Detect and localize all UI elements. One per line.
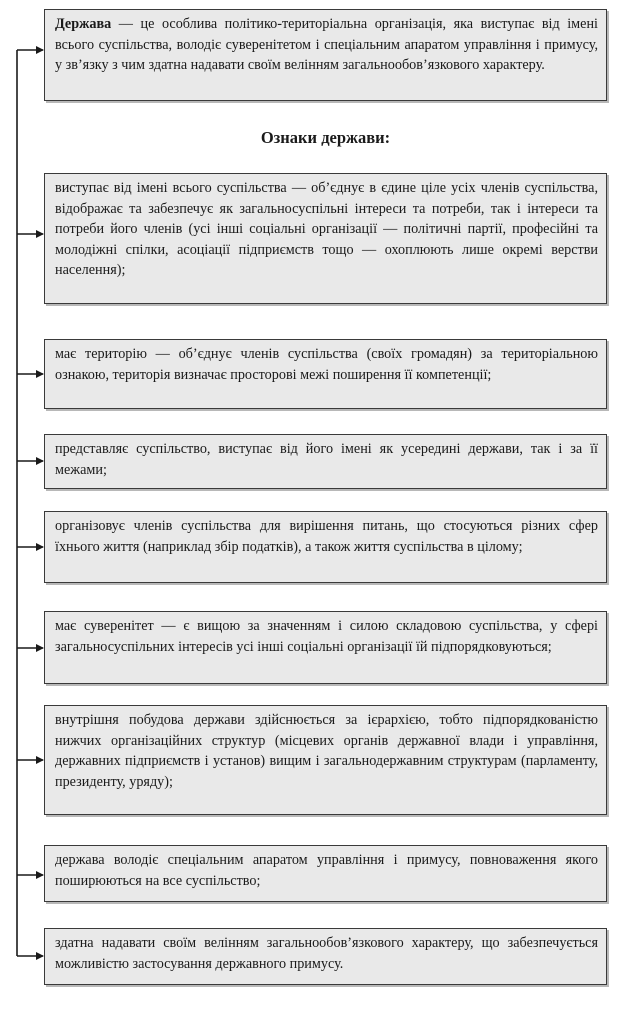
feature-box-4: [44, 511, 607, 583]
feature-text-7: держава володіє спеціальним апаратом управління і примусу, повноваження якого поширюються на все суспільство;: [55, 852, 598, 889]
feature-text-8: здатна надавати своїм велінням загальнообов’язкового характеру, що забезпечується можливістю застосування державного примусу.: [55, 935, 598, 972]
definition-box: [44, 9, 607, 101]
feature-box-7: [44, 845, 607, 902]
feature-box-3: [44, 434, 607, 489]
feature-box-2: [44, 339, 607, 409]
feature-text-4: організовує членів суспільства для вирішення питань, що стосуються різних сфер їхнього життя (наприклад збір податків), а також життя суспільства в цілому;: [55, 518, 598, 555]
definition-text: — це особлива політико-територіальна організація, яка виступає від імені всього суспільства, володіє суверенітетом і спеціальним апаратом управління і примусу, у зв’язку з чим здатна надавати своїм велінням загальнообов’язкового характеру.: [55, 16, 598, 73]
feature-box-5: [44, 611, 607, 684]
feature-box-8: [44, 928, 607, 985]
feature-text-1: виступає від імені всього суспільства — об’єднує в єдине ціле усіх членів суспільства, відображає та забезпечує як загальносуспільні інтереси та потреби, так і інтереси та потреби його членів (усі інші соціальні організації — політичні партії, професійні та молодіжні спілки, асоціації підприємств тощо — охоплюють лише окремі верстви населення);: [55, 180, 598, 278]
feature-box-6: [44, 705, 607, 815]
feature-text-3: представляє суспільство, виступає від його імені як усередині держави, так і за її межами;: [55, 441, 598, 478]
feature-text-5: має суверенітет — є вищою за значенням і силою складовою суспільства, у сфері загальносуспільних інтересів усі інші соціальні організації їй підпорядковуються;: [55, 618, 598, 655]
features-heading: Ознаки держави:: [260, 128, 391, 147]
definition-term: Держава: [55, 16, 112, 32]
feature-box-1: [44, 173, 607, 304]
feature-text-6: внутрішня побудова держави здійснюється за ієрархією, тобто підпорядкованістю нижчих організаційних структур (місцевих органів державної влади і управління, державних підприємств і установ) вищим і загальнодержавним структурам (парламенту, президенту, уряду);: [55, 712, 598, 790]
feature-text-2: має територію — об’єднує членів суспільства (своїх громадян) за територіальною ознакою, територія визначає просторові межі поширення її компетенції;: [55, 346, 598, 383]
